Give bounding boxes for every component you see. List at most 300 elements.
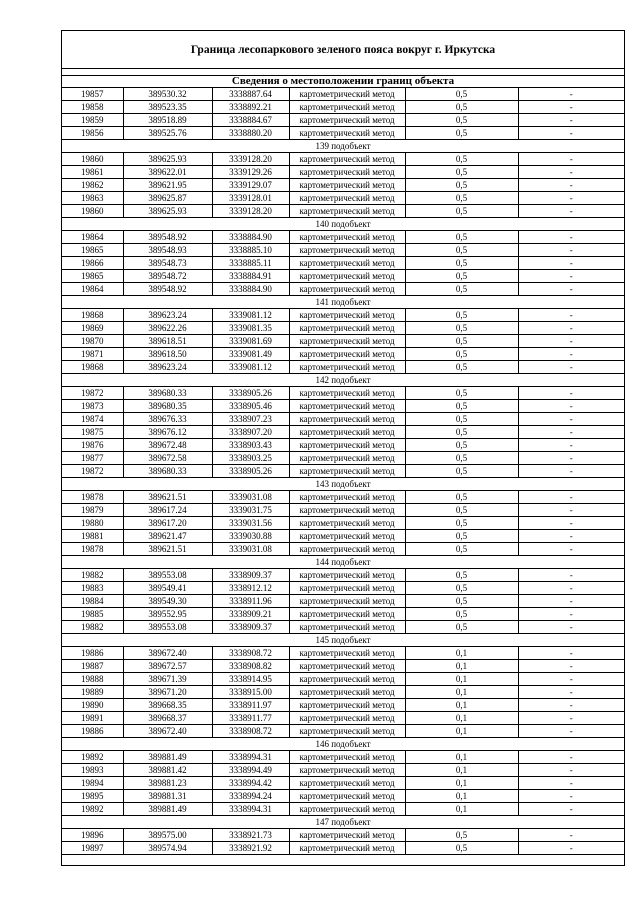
- method-cell: картометрический метод: [289, 595, 405, 608]
- table-row: [62, 777, 624, 790]
- accuracy-cell: 0,5: [405, 192, 518, 205]
- y-coordinate-cell: 3338885.11: [212, 257, 289, 270]
- point-number-cell: 19882: [62, 569, 123, 582]
- point-number-cell: 19893: [62, 764, 123, 777]
- y-coordinate-cell: 3338911.97: [212, 699, 289, 712]
- accuracy-cell: 0,5: [405, 335, 518, 348]
- table-row: [62, 660, 624, 673]
- table-row: [62, 582, 624, 595]
- subobject-label: 147 подобъект: [62, 816, 624, 829]
- point-number-cell: 19886: [62, 725, 123, 738]
- y-coordinate-cell: 3338884.91: [212, 270, 289, 283]
- x-coordinate-cell: 389525.76: [123, 127, 212, 140]
- x-coordinate-cell: 389617.20: [123, 517, 212, 530]
- table-row: [62, 127, 624, 140]
- subobject-header-row: [62, 296, 624, 309]
- method-cell: картометрический метод: [289, 270, 405, 283]
- note-cell: -: [518, 673, 624, 686]
- x-coordinate-cell: 389622.01: [123, 166, 212, 179]
- method-cell: картометрический метод: [289, 192, 405, 205]
- accuracy-cell: 0,5: [405, 88, 518, 101]
- table-row: [62, 647, 624, 660]
- point-number-cell: 19868: [62, 309, 123, 322]
- table-row: [62, 413, 624, 426]
- x-coordinate-cell: 389518.89: [123, 114, 212, 127]
- x-coordinate-cell: 389621.95: [123, 179, 212, 192]
- point-number-cell: 19890: [62, 699, 123, 712]
- note-cell: -: [518, 231, 624, 244]
- x-coordinate-cell: 389548.93: [123, 244, 212, 257]
- accuracy-cell: 0,5: [405, 608, 518, 621]
- y-coordinate-cell: 3338994.49: [212, 764, 289, 777]
- y-coordinate-cell: 3338914.95: [212, 673, 289, 686]
- subobject-label: 142 подобъект: [62, 374, 624, 387]
- y-coordinate-cell: 3338903.25: [212, 452, 289, 465]
- method-cell: картометрический метод: [289, 647, 405, 660]
- method-cell: картометрический метод: [289, 543, 405, 556]
- point-number-cell: 19886: [62, 647, 123, 660]
- method-cell: картометрический метод: [289, 387, 405, 400]
- x-coordinate-cell: 389623.24: [123, 309, 212, 322]
- accuracy-cell: 0,5: [405, 842, 518, 855]
- y-coordinate-cell: 3338921.92: [212, 842, 289, 855]
- subobject-label: 146 подобъект: [62, 738, 624, 751]
- accuracy-cell: 0,1: [405, 725, 518, 738]
- point-number-cell: 19889: [62, 686, 123, 699]
- note-cell: -: [518, 790, 624, 803]
- note-cell: -: [518, 166, 624, 179]
- method-cell: картометрический метод: [289, 777, 405, 790]
- note-cell: -: [518, 426, 624, 439]
- y-coordinate-cell: 3338905.46: [212, 400, 289, 413]
- x-coordinate-cell: 389621.47: [123, 530, 212, 543]
- method-cell: картометрический метод: [289, 504, 405, 517]
- y-coordinate-cell: 3338908.72: [212, 647, 289, 660]
- x-coordinate-cell: 389672.57: [123, 660, 212, 673]
- x-coordinate-cell: 389548.92: [123, 231, 212, 244]
- y-coordinate-cell: 3338909.37: [212, 621, 289, 634]
- accuracy-cell: 0,5: [405, 504, 518, 517]
- note-cell: -: [518, 348, 624, 361]
- accuracy-cell: 0,1: [405, 777, 518, 790]
- table-row: [62, 244, 624, 257]
- note-cell: -: [518, 803, 624, 816]
- method-cell: картометрический метод: [289, 309, 405, 322]
- x-coordinate-cell: 389618.51: [123, 335, 212, 348]
- point-number-cell: 19883: [62, 582, 123, 595]
- y-coordinate-cell: 3338905.26: [212, 387, 289, 400]
- point-number-cell: 19863: [62, 192, 123, 205]
- subobject-header-row: [62, 140, 624, 153]
- table-row: [62, 829, 624, 842]
- table-row: [62, 842, 624, 855]
- accuracy-cell: 0,1: [405, 803, 518, 816]
- table-row: [62, 452, 624, 465]
- point-number-cell: 19885: [62, 608, 123, 621]
- accuracy-cell: 0,5: [405, 114, 518, 127]
- method-cell: картометрический метод: [289, 582, 405, 595]
- table-row: [62, 348, 624, 361]
- subobject-label: 140 подобъект: [62, 218, 624, 231]
- y-coordinate-cell: 3338903.43: [212, 439, 289, 452]
- point-number-cell: 19877: [62, 452, 123, 465]
- method-cell: картометрический метод: [289, 166, 405, 179]
- note-cell: -: [518, 569, 624, 582]
- method-cell: картометрический метод: [289, 361, 405, 374]
- y-coordinate-cell: 3338884.90: [212, 231, 289, 244]
- method-cell: картометрический метод: [289, 686, 405, 699]
- note-cell: -: [518, 699, 624, 712]
- y-coordinate-cell: 3339030.88: [212, 530, 289, 543]
- table-row: [62, 751, 624, 764]
- point-number-cell: 19860: [62, 153, 123, 166]
- note-cell: -: [518, 582, 624, 595]
- y-coordinate-cell: 3338905.26: [212, 465, 289, 478]
- y-coordinate-cell: 3339031.75: [212, 504, 289, 517]
- accuracy-cell: 0,5: [405, 517, 518, 530]
- x-coordinate-cell: 389672.40: [123, 647, 212, 660]
- note-cell: -: [518, 829, 624, 842]
- table-row: [62, 699, 624, 712]
- note-cell: -: [518, 764, 624, 777]
- point-number-cell: 19884: [62, 595, 123, 608]
- point-number-cell: 19872: [62, 465, 123, 478]
- y-coordinate-cell: 3339081.12: [212, 361, 289, 374]
- x-coordinate-cell: 389881.49: [123, 751, 212, 764]
- method-cell: картометрический метод: [289, 153, 405, 166]
- note-cell: -: [518, 686, 624, 699]
- method-cell: картометрический метод: [289, 803, 405, 816]
- method-cell: картометрический метод: [289, 660, 405, 673]
- point-number-cell: 19892: [62, 751, 123, 764]
- method-cell: картометрический метод: [289, 127, 405, 140]
- method-cell: картометрический метод: [289, 426, 405, 439]
- note-cell: -: [518, 270, 624, 283]
- point-number-cell: 19872: [62, 387, 123, 400]
- subobject-label: 144 подобъект: [62, 556, 624, 569]
- table-row: [62, 595, 624, 608]
- accuracy-cell: 0,1: [405, 699, 518, 712]
- table-row: [62, 725, 624, 738]
- x-coordinate-cell: 389625.93: [123, 153, 212, 166]
- accuracy-cell: 0,5: [405, 582, 518, 595]
- method-cell: картометрический метод: [289, 439, 405, 452]
- note-cell: -: [518, 244, 624, 257]
- accuracy-cell: 0,5: [405, 452, 518, 465]
- accuracy-cell: 0,5: [405, 244, 518, 257]
- y-coordinate-cell: 3338909.37: [212, 569, 289, 582]
- method-cell: картометрический метод: [289, 725, 405, 738]
- note-cell: -: [518, 491, 624, 504]
- table-row: [62, 517, 624, 530]
- x-coordinate-cell: 389621.51: [123, 543, 212, 556]
- table-row: [62, 439, 624, 452]
- note-cell: -: [518, 101, 624, 114]
- table-row: [62, 764, 624, 777]
- point-number-cell: 19865: [62, 270, 123, 283]
- table-row: [62, 88, 624, 101]
- y-coordinate-cell: 3338885.10: [212, 244, 289, 257]
- note-cell: -: [518, 114, 624, 127]
- method-cell: картометрический метод: [289, 569, 405, 582]
- point-number-cell: 19858: [62, 101, 123, 114]
- method-cell: картометрический метод: [289, 101, 405, 114]
- y-coordinate-cell: 3339129.07: [212, 179, 289, 192]
- table-row: [62, 361, 624, 374]
- point-number-cell: 19864: [62, 231, 123, 244]
- x-coordinate-cell: 389553.08: [123, 569, 212, 582]
- y-coordinate-cell: 3339031.56: [212, 517, 289, 530]
- method-cell: картометрический метод: [289, 530, 405, 543]
- y-coordinate-cell: 3338994.31: [212, 803, 289, 816]
- method-cell: картометрический метод: [289, 335, 405, 348]
- coordinates-table-body: [62, 88, 624, 855]
- y-coordinate-cell: 3338887.64: [212, 88, 289, 101]
- note-cell: -: [518, 179, 624, 192]
- x-coordinate-cell: 389574.94: [123, 842, 212, 855]
- method-cell: картометрический метод: [289, 465, 405, 478]
- section-subtitle: Сведения о местоположении границ объекта: [62, 75, 624, 88]
- accuracy-cell: 0,5: [405, 166, 518, 179]
- note-cell: -: [518, 777, 624, 790]
- subobject-label: 139 подобъект: [62, 140, 624, 153]
- method-cell: картометрический метод: [289, 491, 405, 504]
- method-cell: картометрический метод: [289, 322, 405, 335]
- method-cell: картометрический метод: [289, 608, 405, 621]
- method-cell: картометрический метод: [289, 764, 405, 777]
- method-cell: картометрический метод: [289, 257, 405, 270]
- point-number-cell: 19873: [62, 400, 123, 413]
- x-coordinate-cell: 389680.33: [123, 465, 212, 478]
- point-number-cell: 19869: [62, 322, 123, 335]
- accuracy-cell: 0,5: [405, 179, 518, 192]
- method-cell: картометрический метод: [289, 829, 405, 842]
- table-row: [62, 101, 624, 114]
- subobject-header-row: [62, 218, 624, 231]
- x-coordinate-cell: 389548.92: [123, 283, 212, 296]
- point-number-cell: 19871: [62, 348, 123, 361]
- accuracy-cell: 0,5: [405, 543, 518, 556]
- y-coordinate-cell: 3339129.26: [212, 166, 289, 179]
- method-cell: картометрический метод: [289, 400, 405, 413]
- y-coordinate-cell: 3339128.20: [212, 153, 289, 166]
- subobject-header-row: [62, 634, 624, 647]
- y-coordinate-cell: 3338908.72: [212, 725, 289, 738]
- accuracy-cell: 0,5: [405, 595, 518, 608]
- point-number-cell: 19891: [62, 712, 123, 725]
- method-cell: картометрический метод: [289, 114, 405, 127]
- y-coordinate-cell: 3339081.35: [212, 322, 289, 335]
- y-coordinate-cell: 3339031.08: [212, 491, 289, 504]
- document-title: Граница лесопаркового зеленого пояса вокруг г. Иркутска: [62, 31, 624, 69]
- x-coordinate-cell: 389881.42: [123, 764, 212, 777]
- note-cell: -: [518, 205, 624, 218]
- y-coordinate-cell: 3338892.21: [212, 101, 289, 114]
- method-cell: картометрический метод: [289, 751, 405, 764]
- accuracy-cell: 0,5: [405, 569, 518, 582]
- table-row: [62, 166, 624, 179]
- table-row: [62, 270, 624, 283]
- x-coordinate-cell: 389680.35: [123, 400, 212, 413]
- point-number-cell: 19874: [62, 413, 123, 426]
- table-row: [62, 400, 624, 413]
- x-coordinate-cell: 389676.12: [123, 426, 212, 439]
- x-coordinate-cell: 389625.87: [123, 192, 212, 205]
- point-number-cell: 19870: [62, 335, 123, 348]
- y-coordinate-cell: 3338911.77: [212, 712, 289, 725]
- x-coordinate-cell: 389530.32: [123, 88, 212, 101]
- y-coordinate-cell: 3338921.73: [212, 829, 289, 842]
- method-cell: картометрический метод: [289, 244, 405, 257]
- method-cell: картометрический метод: [289, 283, 405, 296]
- accuracy-cell: 0,1: [405, 647, 518, 660]
- y-coordinate-cell: 3338907.20: [212, 426, 289, 439]
- point-number-cell: 19894: [62, 777, 123, 790]
- y-coordinate-cell: 3338907.23: [212, 413, 289, 426]
- point-number-cell: 19876: [62, 439, 123, 452]
- table-row: [62, 790, 624, 803]
- point-number-cell: 19892: [62, 803, 123, 816]
- accuracy-cell: 0,1: [405, 673, 518, 686]
- accuracy-cell: 0,5: [405, 829, 518, 842]
- note-cell: -: [518, 504, 624, 517]
- note-cell: -: [518, 283, 624, 296]
- accuracy-cell: 0,1: [405, 790, 518, 803]
- accuracy-cell: 0,5: [405, 153, 518, 166]
- subobject-label: 145 подобъект: [62, 634, 624, 647]
- method-cell: картометрический метод: [289, 205, 405, 218]
- x-coordinate-cell: 389671.20: [123, 686, 212, 699]
- point-number-cell: 19866: [62, 257, 123, 270]
- note-cell: -: [518, 517, 624, 530]
- note-cell: -: [518, 127, 624, 140]
- accuracy-cell: 0,5: [405, 231, 518, 244]
- accuracy-cell: 0,5: [405, 465, 518, 478]
- accuracy-cell: 0,1: [405, 660, 518, 673]
- point-number-cell: 19895: [62, 790, 123, 803]
- note-cell: -: [518, 309, 624, 322]
- note-cell: -: [518, 712, 624, 725]
- coordinates-table: [62, 88, 624, 855]
- y-coordinate-cell: 3338915.00: [212, 686, 289, 699]
- note-cell: -: [518, 842, 624, 855]
- document-frame: [61, 30, 625, 866]
- table-row: [62, 569, 624, 582]
- y-coordinate-cell: 3338994.24: [212, 790, 289, 803]
- method-cell: картометрический метод: [289, 621, 405, 634]
- accuracy-cell: 0,5: [405, 439, 518, 452]
- accuracy-cell: 0,1: [405, 751, 518, 764]
- table-row: [62, 530, 624, 543]
- note-cell: -: [518, 413, 624, 426]
- accuracy-cell: 0,5: [405, 400, 518, 413]
- x-coordinate-cell: 389625.93: [123, 205, 212, 218]
- table-row: [62, 153, 624, 166]
- table-row: [62, 504, 624, 517]
- table-row: [62, 621, 624, 634]
- point-number-cell: 19875: [62, 426, 123, 439]
- y-coordinate-cell: 3338994.42: [212, 777, 289, 790]
- x-coordinate-cell: 389548.73: [123, 257, 212, 270]
- point-number-cell: 19888: [62, 673, 123, 686]
- x-coordinate-cell: 389672.40: [123, 725, 212, 738]
- table-row: [62, 686, 624, 699]
- note-cell: -: [518, 322, 624, 335]
- y-coordinate-cell: 3338908.82: [212, 660, 289, 673]
- accuracy-cell: 0,5: [405, 348, 518, 361]
- accuracy-cell: 0,5: [405, 309, 518, 322]
- point-number-cell: 19882: [62, 621, 123, 634]
- method-cell: картометрический метод: [289, 517, 405, 530]
- x-coordinate-cell: 389881.49: [123, 803, 212, 816]
- x-coordinate-cell: 389672.58: [123, 452, 212, 465]
- note-cell: -: [518, 751, 624, 764]
- note-cell: -: [518, 530, 624, 543]
- note-cell: -: [518, 192, 624, 205]
- note-cell: -: [518, 400, 624, 413]
- accuracy-cell: 0,5: [405, 426, 518, 439]
- note-cell: -: [518, 361, 624, 374]
- method-cell: картометрический метод: [289, 673, 405, 686]
- x-coordinate-cell: 389575.00: [123, 829, 212, 842]
- note-cell: -: [518, 647, 624, 660]
- subobject-label: 143 подобъект: [62, 478, 624, 491]
- table-row: [62, 426, 624, 439]
- y-coordinate-cell: 3338912.12: [212, 582, 289, 595]
- x-coordinate-cell: 389523.35: [123, 101, 212, 114]
- method-cell: картометрический метод: [289, 790, 405, 803]
- table-row: [62, 114, 624, 127]
- x-coordinate-cell: 389623.24: [123, 361, 212, 374]
- table-row: [62, 387, 624, 400]
- point-number-cell: 19862: [62, 179, 123, 192]
- x-coordinate-cell: 389672.48: [123, 439, 212, 452]
- point-number-cell: 19857: [62, 88, 123, 101]
- table-row: [62, 803, 624, 816]
- note-cell: -: [518, 595, 624, 608]
- subobject-header-row: [62, 478, 624, 491]
- x-coordinate-cell: 389668.37: [123, 712, 212, 725]
- point-number-cell: 19859: [62, 114, 123, 127]
- accuracy-cell: 0,5: [405, 270, 518, 283]
- note-cell: -: [518, 452, 624, 465]
- point-number-cell: 19878: [62, 543, 123, 556]
- y-coordinate-cell: 3338880.20: [212, 127, 289, 140]
- table-row: [62, 712, 624, 725]
- accuracy-cell: 0,5: [405, 283, 518, 296]
- x-coordinate-cell: 389618.50: [123, 348, 212, 361]
- table-row: [62, 205, 624, 218]
- point-number-cell: 19880: [62, 517, 123, 530]
- table-row: [62, 673, 624, 686]
- table-row: [62, 283, 624, 296]
- table-row: [62, 465, 624, 478]
- accuracy-cell: 0,5: [405, 205, 518, 218]
- subobject-header-row: [62, 374, 624, 387]
- y-coordinate-cell: 3339031.08: [212, 543, 289, 556]
- method-cell: картометрический метод: [289, 179, 405, 192]
- accuracy-cell: 0,1: [405, 686, 518, 699]
- note-cell: -: [518, 88, 624, 101]
- x-coordinate-cell: 389549.30: [123, 595, 212, 608]
- x-coordinate-cell: 389622.26: [123, 322, 212, 335]
- method-cell: картометрический метод: [289, 452, 405, 465]
- accuracy-cell: 0,5: [405, 387, 518, 400]
- x-coordinate-cell: 389552.95: [123, 608, 212, 621]
- method-cell: картометрический метод: [289, 88, 405, 101]
- subobject-label: 141 подобъект: [62, 296, 624, 309]
- table-row: [62, 231, 624, 244]
